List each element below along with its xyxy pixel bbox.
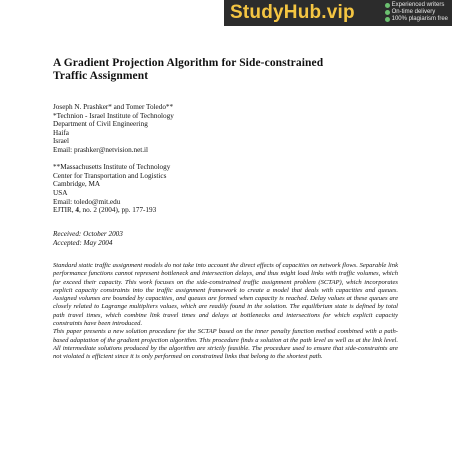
title-line: Traffic Assignment [53,70,149,82]
title-line: A Gradient Projection Algorithm for Side-constrained [53,57,324,69]
citation [53,206,156,214]
affiliation-line: **Massachusetts Institute of Technology [53,163,171,172]
check-icon [385,17,390,22]
studyhub-logo[interactable]: StudyHub.vip [230,2,355,23]
citation-journal: EJTIR, [53,206,76,214]
citation-rest: , no. 2 (2004), pp. 177-193 [78,206,157,214]
abstract-paragraph: Standard static traffic assignment models do not take into account the direct effects of capacities on network flows. Separable link performance functions cannot represent bottleneck and intersection delays, and thus might load links with traffic volumes, which far exceed their capacity. This work focuses on the side-constrained traffic assignment problem (SCTAP), which incorporates explicit capacity constraints into the traffic assignment framework to create a model that deals with capacities and queues. Assigned volumes are bounded by capacities, and queues are formed when capacity is reached. Delay values at these queues are closely related to Lagrange multipliers values, which are readily found in the solution. The equilibrium state is defined by total path travel times, which combine link travel times and delays at bottlenecks and intersections for which explicit capacity constraints have been introduced. [53,262,398,328]
feature-label: Experienced writers [391,2,445,8]
received-date: Received: October 2003 [53,230,123,238]
abstract-paragraph: This paper presents a new solution procedure for the SCTAP based on the inner penalty function method combined with a path-based adaptation of the gradient projection algorithm. This procedure finds a solution at the path level as well as at the link level. All intermediate solutions produced by the algorithm are strictly feasible. The procedure used to ensure that side-constraints are not violated is efficient since it is only performed on constrained links that belong to the shortest path. [53,328,398,361]
affiliation-line: Department of Civil Engineering [53,120,148,129]
feature-item [385,2,448,9]
affiliation-line: Center for Transportation and Logistics [53,171,167,180]
check-icon [385,10,390,15]
affiliation-line: *Technion - Israel Institute of Technology [53,111,174,120]
accepted-date: Accepted: May 2004 [53,238,113,247]
feature-item [385,9,448,16]
site-banner [224,0,452,26]
author-names: Joseph N. Prashker* and Tomer Toledo** [53,103,174,111]
dates-block [53,230,123,247]
feature-label: 100% plagiarism free [391,16,448,22]
feature-item [385,16,448,23]
affiliation-line: Israel [53,137,69,146]
citation-volume: 4 [75,206,79,214]
affiliation-line: Cambridge, MA [53,180,101,189]
check-icon [385,3,390,8]
paper-title [53,57,398,83]
paper-header [53,57,398,83]
email-line[interactable]: Email: prashker@netvision.net.il [53,145,149,154]
affiliation-line: USA [53,188,68,197]
feature-label: On-time delivery [391,9,436,15]
feature-list [385,2,448,23]
email-line[interactable]: Email: toledo@mit.edu [53,197,121,206]
author-block [53,103,174,206]
affiliation-line: Haifa [53,128,69,137]
abstract [53,262,398,362]
